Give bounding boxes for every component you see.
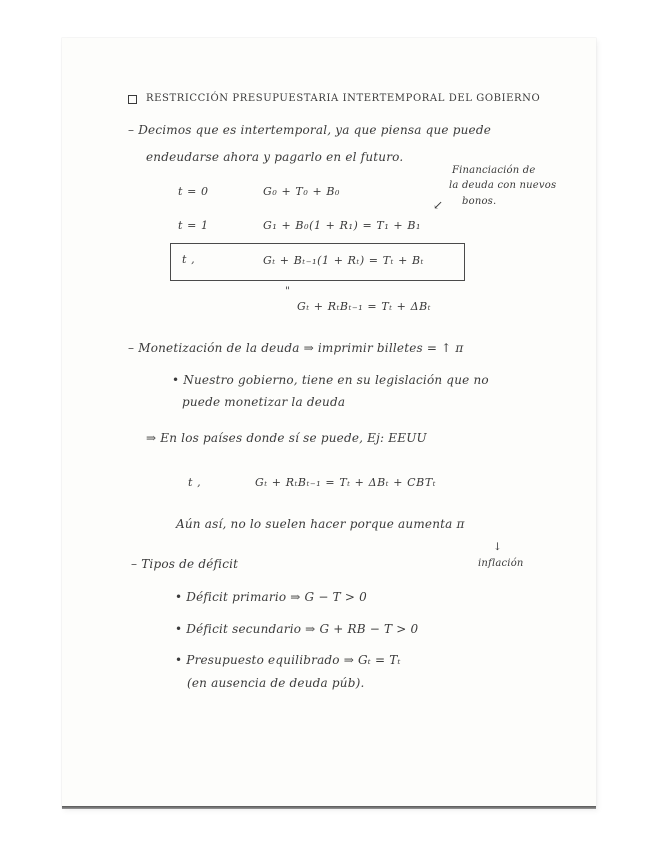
equation-t0: G₀ + T₀ + B₀: [263, 185, 341, 198]
countries-line: ⇒ En los países donde sí se puede, Ej: EEUU: [146, 431, 427, 445]
deficit-types-heading: – Tipos de déficit: [131, 557, 239, 571]
monetization-line: – Monetización de la deuda ⇒ imprimir billetes = ↑ π: [128, 341, 464, 355]
equation-alternative: Gₜ + RₜBₜ₋₁ = Tₜ + ΔBₜ: [297, 300, 432, 313]
balanced-budget: • Presupuesto equilibrado ⇒ Gₜ = Tₜ: [175, 653, 401, 667]
inflation-note: inflación: [478, 558, 524, 569]
annotation-line-2: la deuda con nuevos: [449, 180, 557, 191]
inflation-remark: Aún así, no lo suelen hacer porque aumenta π: [176, 517, 465, 531]
equation-us: Gₜ + RₜBₜ₋₁ = Tₜ + ΔBₜ + CBTₜ: [255, 476, 437, 489]
period-label-us: t ,: [188, 476, 202, 489]
checkbox-icon: [128, 95, 137, 104]
deficit-secondary: • Déficit secundario ⇒ G + RB − T > 0: [175, 622, 419, 636]
period-label-t0: t = 0: [178, 185, 209, 198]
equivalence-mark: ": [285, 285, 291, 297]
balanced-budget-note: (en ausencia de deuda púb).: [187, 676, 365, 690]
annotation-arrow-icon: ↙: [433, 198, 444, 212]
intro-line-2: endeudarse ahora y pagarlo en el futuro.: [146, 150, 404, 164]
equation-general: Gₜ + Bₜ₋₁(1 + Rₜ) = Tₜ + Bₜ: [263, 254, 424, 267]
intro-line-1: – Decimos que es intertemporal, ya que piensa que puede: [128, 123, 492, 137]
deficit-primary: • Déficit primario ⇒ G − T > 0: [175, 590, 367, 604]
equation-t1: G₁ + B₀(1 + R₁) = T₁ + B₁: [263, 219, 422, 232]
bullet-legislation-line-1: • Nuestro gobierno, tiene en su legislación que no: [172, 373, 489, 387]
period-label-t: t ,: [182, 253, 196, 266]
page-bottom-edge: [62, 806, 596, 809]
annotation-line-1: Financiación de: [452, 165, 536, 176]
page-title: RESTRICCIÓN PRESUPUESTARIA INTERTEMPORAL DEL GOBIERNO: [146, 93, 541, 104]
annotation-line-3: bonos.: [462, 196, 497, 207]
inflation-arrow-icon: ↓: [493, 541, 502, 553]
period-label-t1: t = 1: [178, 219, 209, 232]
bullet-legislation-line-2: puede monetizar la deuda: [182, 395, 346, 409]
